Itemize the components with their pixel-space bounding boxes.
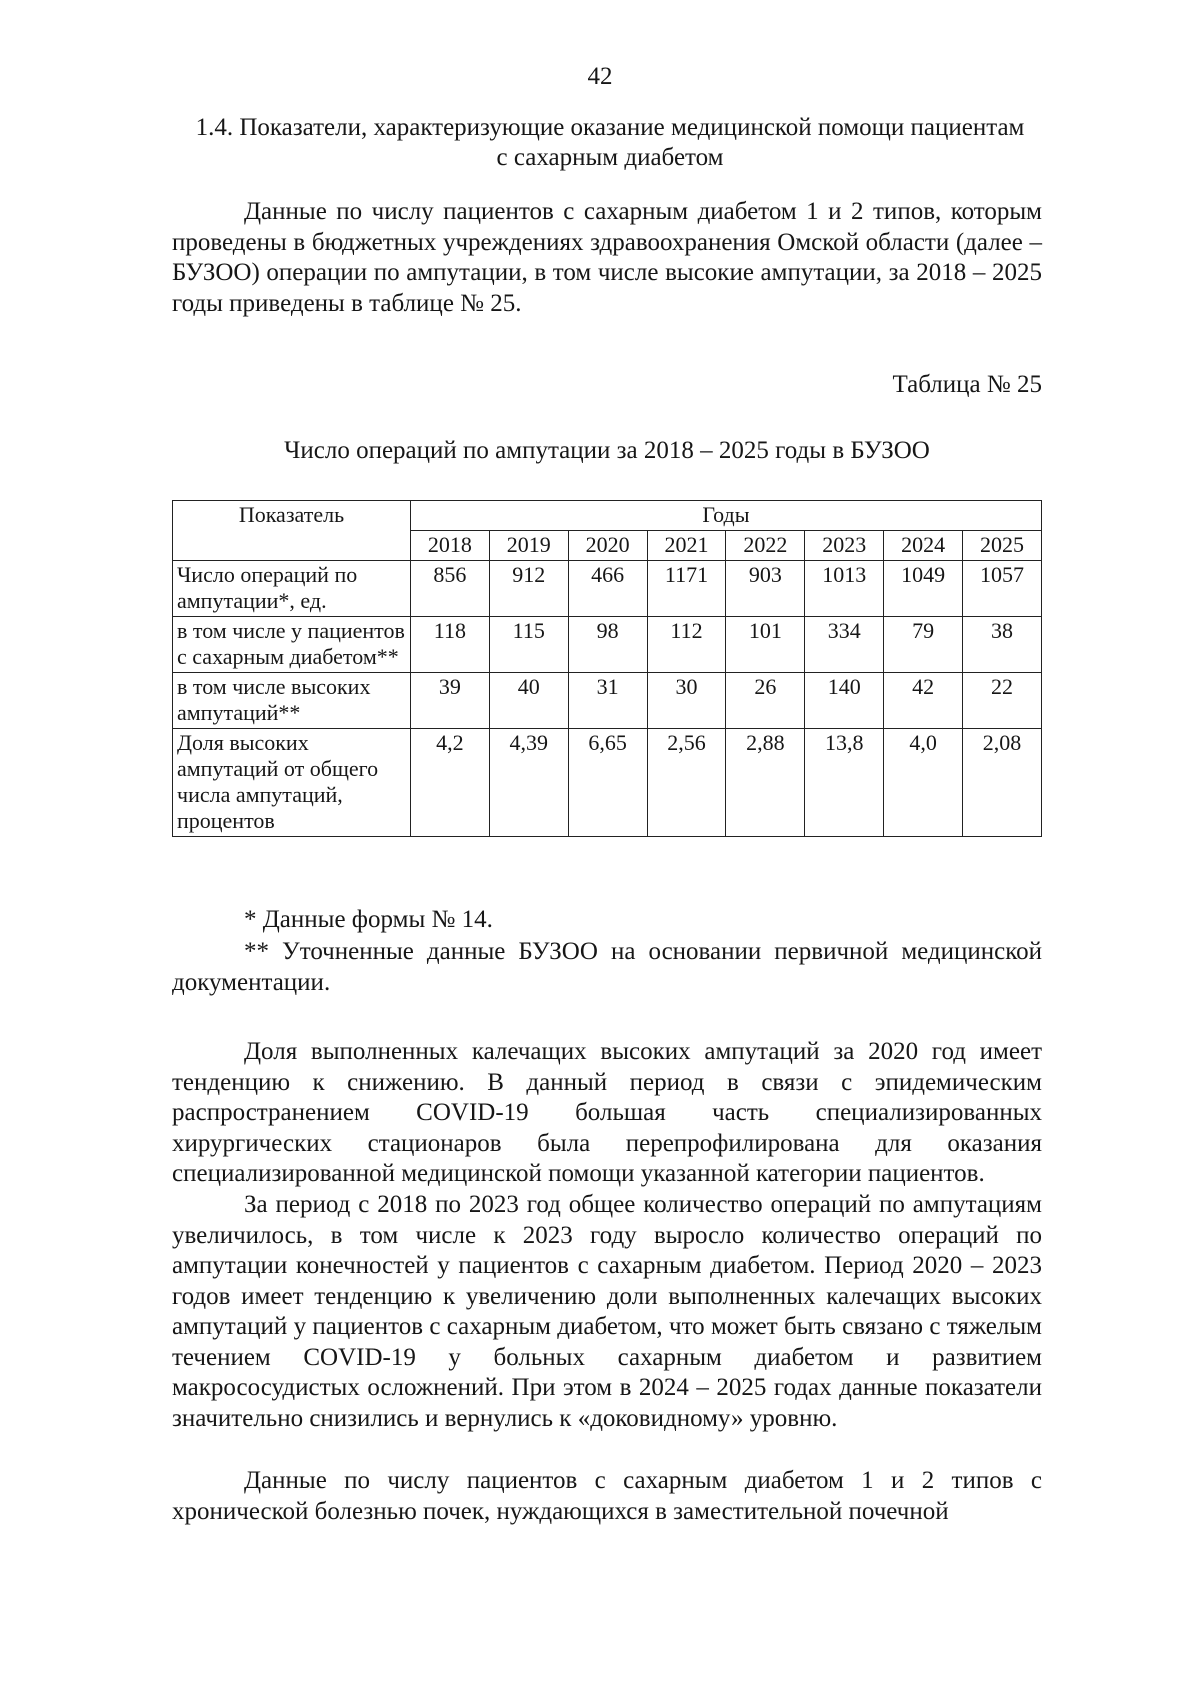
table-cell: 1057 [963,561,1042,617]
table-cell: 4,39 [489,729,568,837]
table-cell: 1171 [647,561,726,617]
row-label: в том числе высоких ампутаций** [173,673,411,729]
table-cell: 40 [489,673,568,729]
table-cell: 2,08 [963,729,1042,837]
table-cell: 856 [410,561,489,617]
table-cell: 466 [568,561,647,617]
table-row [173,729,1042,837]
table-cell: 30 [647,673,726,729]
years-header: Годы [410,501,1041,531]
table-cell: 1049 [884,561,963,617]
page-number: 42 [587,63,613,90]
table-row [173,617,1042,673]
table-cell: 2,88 [726,729,805,837]
paragraph-covid-decline: Доля выполненных калечащих высоких ампутаций за 2020 год имеет тенденцию к снижению. В данный период в связи с эпидемическим распространением COVID-19 большая часть специализированных хирургических стационаров была перепрофилирована для оказания специализированной медицинской помощи указанной категории пациентов. [172,1038,1042,1187]
footnote-form14: * Данные формы № 14. [244,906,493,933]
table-cell: 903 [726,561,805,617]
table-header-row [173,501,1042,531]
paragraph-ckd-intro: Данные по числу пациентов с сахарным диабетом 1 и 2 типов с хронической болезнью почек, нуждающихся в заместительной почечной [172,1467,1042,1525]
table-row [173,673,1042,729]
footnote-refined-data: ** Уточненные данные БУЗОО на основании первичной медицинской документации. [172,938,1042,996]
table-cell: 26 [726,673,805,729]
table-cell: 98 [568,617,647,673]
year-header: 2018 [410,531,489,561]
year-header: 2024 [884,531,963,561]
year-header: 2019 [489,531,568,561]
section-heading-line1: 1.4. Показатели, характеризующие оказание медицинской помощи пациентам [195,114,1025,141]
table-cell: 42 [884,673,963,729]
table-row [173,561,1042,617]
amputation-table [172,500,1042,837]
table-cell: 334 [805,617,884,673]
table-cell: 118 [410,617,489,673]
section-heading-line2: с сахарным диабетом [496,144,724,171]
table-cell: 912 [489,561,568,617]
intro-paragraph: Данные по числу пациентов с сахарным диабетом 1 и 2 типов, которым проведены в бюджетных учреждениях здравоохранения Омской области (далее – БУЗОО) операции по ампутации, в том числе высокие ампутации, за 2018 – 2025 годы приведены в таблице № 25. [172,198,1042,317]
year-header: 2023 [805,531,884,561]
table-cell: 2,56 [647,729,726,837]
year-header: 2022 [726,531,805,561]
row-label: Доля высоких ампутаций от общего числа ампутаций, процентов [173,729,411,837]
table-cell: 4,2 [410,729,489,837]
table-cell: 6,65 [568,729,647,837]
table-cell: 79 [884,617,963,673]
table-label: Таблица № 25 [892,371,1042,398]
year-header: 2020 [568,531,647,561]
row-label: в том числе у пациентов с сахарным диабетом** [173,617,411,673]
paragraph-trend-analysis: За период с 2018 по 2023 год общее количество операций по ампутациям увеличилось, в том числе к 2023 году выросло количество операций по ампутации конечностей у пациентов с сахарным диабетом. Период 2020 – 2023 годов имеет тенденцию к увеличению доли выполненных калечащих высоких ампутаций у пациентов с сахарным диабетом, что может быть связано с тяжелым течением COVID-19 у больных сахарным диабетом и развитием макрососудистых осложнений. При этом в 2024 – 2025 годах данные показатели значительно снизились и вернулись к «доковидному» уровню. [172,1191,1042,1432]
table-cell: 140 [805,673,884,729]
table-cell: 22 [963,673,1042,729]
table-cell: 115 [489,617,568,673]
table-cell: 101 [726,617,805,673]
indicator-header: Показатель [173,501,411,561]
table-cell: 39 [410,673,489,729]
table-title: Число операций по ампутации за 2018 – 2025 годы в БУЗОО [284,437,930,464]
year-header: 2025 [963,531,1042,561]
table-cell: 112 [647,617,726,673]
table-cell: 38 [963,617,1042,673]
row-label: Число операций по ампутации*, ед. [173,561,411,617]
section-heading [170,113,1050,173]
table-cell: 1013 [805,561,884,617]
table-cell: 4,0 [884,729,963,837]
table-cell: 31 [568,673,647,729]
year-header: 2021 [647,531,726,561]
table-cell: 13,8 [805,729,884,837]
